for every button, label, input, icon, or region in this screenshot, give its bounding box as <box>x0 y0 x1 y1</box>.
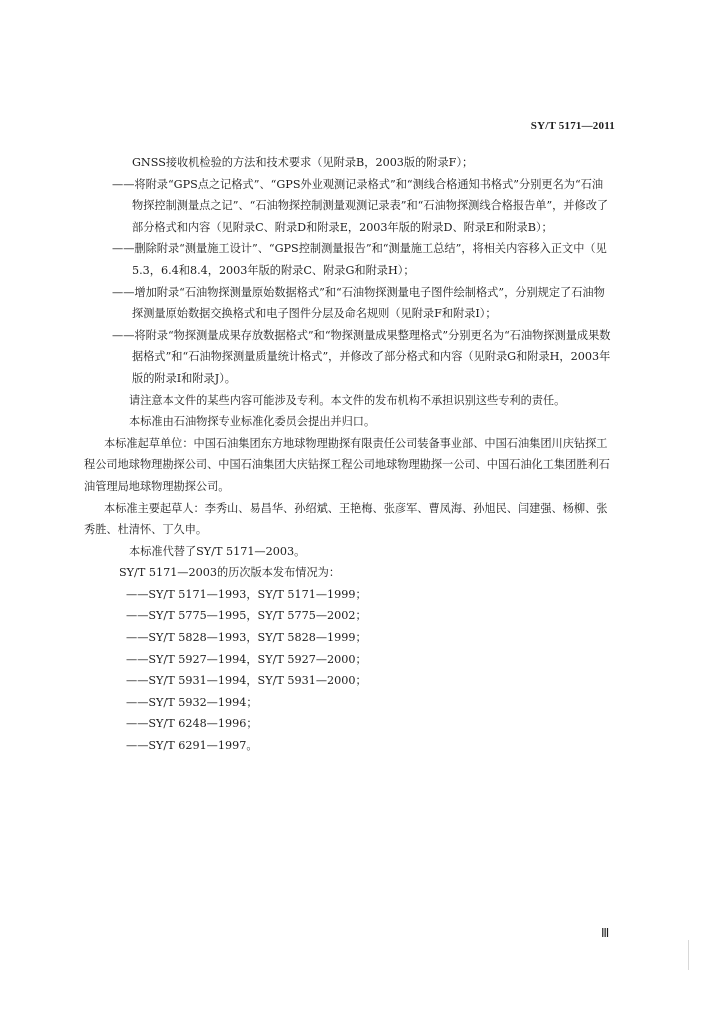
proposer-statement: 本标准由石油物探专业标准化委员会提出并归口。 <box>129 415 376 429</box>
list-item: ——删除附录“测量施工设计”、“GPS控制测量报告”和“测量施工总结”，将相关内容移入正文中（见5.3，6.4和8.4，2003年版的附录C、附录G和附录H）； <box>112 242 607 277</box>
foreword-content <box>84 152 612 757</box>
list-item: ——增加附录“石油物探测量原始数据格式”和“石油物探测量电子图件绘制格式”，分别规定了石油物探测量原始数据交换格式和电子图件分层及命名规则（见附录F和附录I）； <box>112 285 605 321</box>
history-item: ——SY/T 5828—1993，SY/T 5828—1999； <box>126 631 367 645</box>
drafting-units: 本标准起草单位：中国石油集团东方地球物理勘探有限责任公司装备事业部、中国石油集团川庆钻探工程公司地球物理勘探公司、中国石油集团大庆钻探工程公司地球物理勘探一公司、中国石油化工集团胜利石油管理局地球物理勘探公司。 <box>84 436 610 493</box>
drafters: 本标准主要起草人：李秀山、易昌华、孙绍斌、王艳梅、张彦军、曹凤海、孙旭民、闫建强、杨柳、张秀胜、杜清怀、丁久申。 <box>84 501 608 537</box>
history-list <box>112 562 612 756</box>
history-item: ——SY/T 5931—1994，SY/T 5931—2000； <box>126 674 367 688</box>
history-item: ——SY/T 6291—1997。 <box>126 739 258 753</box>
replaces-statement: 本标准代替了SY/T 5171—2003。 <box>129 544 306 558</box>
list-item: ——将附录“GPS点之记格式”、“GPS外业观测记录格式”和“测线合格通知书格式”分别更名为“石油物探控制测量点之记”、“石油物探控制测量观测记录表”和“石油物探测线合格报告单”，并修改了部分格式和内容（见附录C、附录D和附录E，2003年版的附录D、附录E和附录B）； <box>112 177 609 234</box>
standard-number-header: SY/T 5171—2011 <box>530 120 615 132</box>
history-item: ——SY/T 5171—1993，SY/T 5171—1999； <box>126 587 367 601</box>
scan-artifact-divider <box>688 940 689 970</box>
list-item-continuation: GNSS接收机检验的方法和技术要求（见附录B，2003版的附录F）； <box>132 156 474 169</box>
history-item: ——SY/T 5927—1994，SY/T 5927—2000； <box>126 652 367 666</box>
history-intro: SY/T 5171—2003的历次版本发布情况为： <box>119 566 341 580</box>
history-item: ——SY/T 5932—1994； <box>126 695 258 709</box>
history-item: ——SY/T 5775—1995，SY/T 5775—2002； <box>126 609 367 623</box>
list-item: ——将附录“物探测量成果存放数据格式”和“物探测量成果整理格式”分别更名为“石油物探测量成果数据格式”和“石油物探测量质量统计格式”，并修改了部分格式和内容（见附录G和附录H，2003年版的附录I和附录J）。 <box>112 328 611 385</box>
page-number: Ⅲ <box>601 926 611 940</box>
history-item: ——SY/T 6248—1996； <box>126 717 258 731</box>
patent-notice: 请注意本文件的某些内容可能涉及专利。本文件的发布机构不承担识别这些专利的责任。 <box>129 393 566 407</box>
